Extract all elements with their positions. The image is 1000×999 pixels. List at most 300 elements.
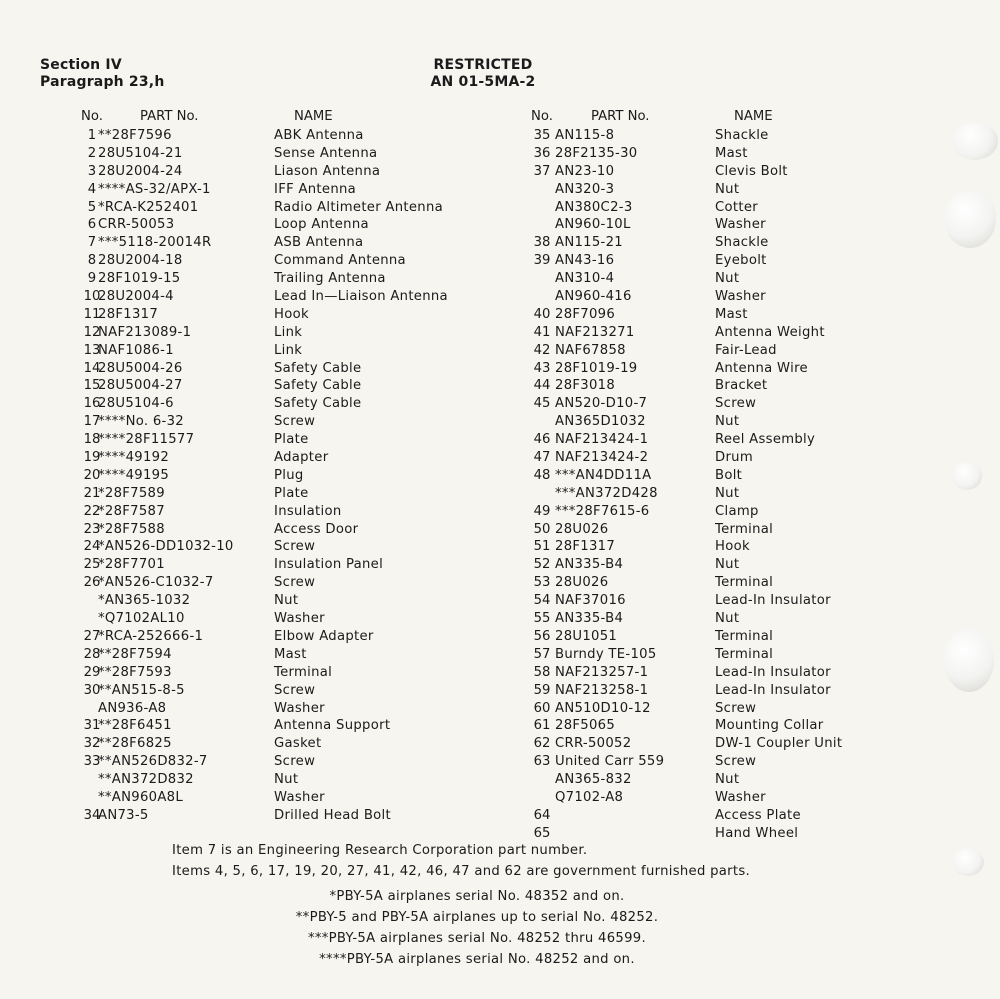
table-row (76, 396, 516, 414)
item-number: 33 (83, 754, 101, 770)
item-number: 53 (533, 575, 551, 591)
part-name: Washer (274, 700, 325, 716)
item-number: 17 (83, 414, 101, 430)
table-row (76, 414, 516, 432)
part-name: Bracket (715, 378, 768, 394)
part-name: Lead In—Liaison Antenna (274, 289, 448, 305)
part-number: 28U2004-24 (98, 163, 183, 179)
part-name: Safety Cable (274, 378, 362, 394)
item-number: 39 (533, 253, 551, 269)
item-number: 41 (533, 324, 551, 340)
column-header-no: No. (531, 109, 553, 124)
table-row (76, 468, 516, 486)
part-name: Hand Wheel (715, 825, 799, 841)
table-row (76, 235, 516, 253)
table-row (527, 736, 867, 754)
note-government-furnished: Items 4, 5, 6, 17, 19, 20, 27, 41, 42, 46, 47 and 62 are government furnished parts. (172, 864, 751, 879)
part-number: NAF213257-1 (555, 664, 649, 680)
part-name: Terminal (274, 664, 333, 680)
item-number: 7 (87, 235, 97, 251)
item-number: 10 (83, 289, 101, 305)
part-name: Nut (715, 271, 740, 287)
part-name: Drum (715, 450, 753, 466)
part-name: Trailing Antenna (274, 271, 386, 287)
table-row (527, 271, 867, 289)
item-number: 36 (533, 145, 551, 161)
item-number: 5 (87, 199, 97, 215)
table-row (76, 504, 516, 522)
section-label: Section IV (40, 57, 122, 73)
table-row (76, 522, 516, 540)
item-number: 40 (533, 306, 551, 322)
part-name: Screw (715, 700, 757, 716)
part-name: Screw (715, 754, 757, 770)
table-row (76, 772, 516, 790)
part-name: Clevis Bolt (715, 163, 788, 179)
part-name: Nut (715, 611, 740, 627)
part-number: AN365-832 (555, 772, 632, 788)
part-number: AN365D1032 (555, 414, 646, 430)
part-number: 28F1317 (555, 539, 616, 555)
table-row (76, 307, 516, 325)
part-name: Screw (274, 414, 316, 430)
item-number: 35 (533, 128, 551, 143)
table-row (527, 539, 867, 557)
binder-hole (952, 462, 982, 490)
part-name: Nut (274, 593, 299, 609)
table-row (527, 146, 867, 164)
part-name: Drilled Head Bolt (274, 807, 391, 823)
item-number: 64 (533, 807, 551, 823)
part-name: ASB Antenna (274, 235, 364, 251)
part-name: Sense Antenna (274, 145, 378, 161)
table-row (527, 754, 867, 772)
table-row (527, 808, 867, 826)
part-name: Reel Assembly (715, 432, 816, 448)
part-number: **AN960A8L (98, 789, 184, 805)
table-row (527, 772, 867, 790)
table-row (527, 396, 867, 414)
item-number: 37 (533, 163, 551, 179)
column-header-no: No. (81, 109, 103, 124)
table-row (527, 432, 867, 450)
item-number: 26 (83, 575, 101, 591)
part-number: ***AN372D428 (555, 485, 658, 501)
column-header-part: PART No. (140, 109, 199, 124)
item-number: 12 (83, 324, 101, 340)
part-name: Antenna Wire (715, 360, 808, 376)
part-name: Lead-In Insulator (715, 664, 831, 680)
table-row (76, 665, 516, 683)
item-number: 28 (83, 646, 101, 662)
item-number: 31 (83, 718, 101, 734)
part-number: ****49192 (98, 450, 170, 466)
part-name: Lead-In Insulator (715, 593, 831, 609)
document-number: AN 01-5MA-2 (430, 74, 536, 90)
item-number: 34 (83, 807, 101, 823)
table-row (76, 361, 516, 379)
item-number: 54 (533, 593, 551, 609)
part-name: Washer (274, 611, 325, 627)
table-row (527, 575, 867, 593)
binder-hole (952, 848, 984, 876)
item-number: 29 (83, 664, 101, 680)
part-number: CRR-50053 (98, 217, 175, 233)
part-number: CRR-50052 (555, 736, 632, 752)
item-number: 43 (533, 360, 551, 376)
item-number: 4 (87, 181, 97, 197)
part-name: Elbow Adapter (274, 628, 374, 644)
part-number: 28F1019-15 (98, 271, 181, 287)
part-name: Liason Antenna (274, 163, 381, 179)
binder-hole (944, 628, 994, 692)
table-row (76, 378, 516, 396)
part-number: **28F7596 (98, 128, 172, 143)
part-name: Nut (715, 181, 740, 197)
table-row (76, 450, 516, 468)
item-number: 61 (533, 718, 551, 734)
part-number: 28U2004-4 (98, 289, 174, 305)
legend-one-star: *PBY-5A airplanes serial No. 48352 and on. (329, 889, 625, 904)
item-number: 38 (533, 235, 551, 251)
item-number: 30 (83, 682, 101, 698)
part-number: NAF213424-2 (555, 450, 649, 466)
part-name: Terminal (715, 646, 774, 662)
table-row (76, 343, 516, 361)
table-row (527, 361, 867, 379)
table-row (527, 522, 867, 540)
item-number: 8 (87, 253, 97, 269)
part-name: Mast (274, 646, 307, 662)
part-name: Cotter (715, 199, 758, 215)
part-name: Command Antenna (274, 253, 406, 269)
item-number: 18 (83, 432, 101, 448)
table-row (527, 629, 867, 647)
part-number: AN335-B4 (555, 611, 624, 627)
part-number: AN936-A8 (98, 700, 167, 716)
table-row (76, 128, 516, 146)
item-number: 49 (533, 503, 551, 519)
part-name: Gasket (274, 736, 322, 752)
table-row (76, 790, 516, 808)
column-header-name: NAME (294, 109, 333, 124)
table-row (76, 217, 516, 235)
table-row (527, 468, 867, 486)
item-number: 23 (83, 521, 101, 537)
part-name: Washer (715, 217, 766, 233)
part-number: 28U5004-27 (98, 378, 183, 394)
part-number: *AN365-1032 (98, 593, 191, 609)
table-row (527, 164, 867, 182)
part-number: AN43-16 (555, 253, 615, 269)
part-number: 28U5004-26 (98, 360, 183, 376)
table-row (76, 647, 516, 665)
part-name: Link (274, 342, 303, 358)
table-row (76, 701, 516, 719)
part-name: Mounting Collar (715, 718, 824, 734)
part-number: *28F7701 (98, 557, 165, 573)
part-name: Shackle (715, 235, 769, 251)
table-row (527, 235, 867, 253)
item-number: 24 (83, 539, 101, 555)
parts-table-right (527, 109, 867, 844)
binder-hole (944, 190, 996, 248)
part-name: Terminal (715, 628, 774, 644)
part-number: ***28F7615-6 (555, 503, 650, 519)
part-name: Loop Antenna (274, 217, 369, 233)
table-row (527, 414, 867, 432)
part-number: **AN515-8-5 (98, 682, 185, 698)
part-name: Mast (715, 145, 748, 161)
item-number: 44 (533, 378, 551, 394)
part-number: NAF213271 (555, 324, 635, 340)
table-row (527, 325, 867, 343)
part-number: AN380C2-3 (555, 199, 633, 215)
part-name: Screw (274, 575, 316, 591)
part-number: NAF213089-1 (98, 324, 192, 340)
table-row (76, 808, 516, 826)
part-number: *RCA-K252401 (98, 199, 199, 215)
table-row (76, 253, 516, 271)
legend-two-star: **PBY-5 and PBY-5A airplanes up to serial No. 48252. (295, 910, 659, 925)
part-name: Washer (715, 789, 766, 805)
table-row (76, 557, 516, 575)
part-number: ****No. 6-32 (98, 414, 184, 430)
item-number: 22 (83, 503, 101, 519)
part-number: Burndy TE-105 (555, 646, 657, 662)
part-number: ****28F11577 (98, 432, 195, 448)
table-row (76, 486, 516, 504)
item-number: 21 (83, 485, 101, 501)
item-number: 51 (533, 539, 551, 555)
part-number: AN335-B4 (555, 557, 624, 573)
part-name: IFF Antenna (274, 181, 357, 197)
item-number: 16 (83, 396, 101, 412)
table-row (76, 182, 516, 200)
part-name: Antenna Weight (715, 324, 825, 340)
part-number: **AN526D832-7 (98, 754, 208, 770)
legend-three-star: ***PBY-5A airplanes serial No. 48252 thru 46599. (307, 931, 646, 946)
part-name: Plate (274, 432, 309, 448)
table-row (527, 289, 867, 307)
part-number: AN115-8 (555, 128, 615, 143)
item-number: 15 (83, 378, 101, 394)
table-row (76, 146, 516, 164)
part-number: 28U026 (555, 521, 609, 537)
part-name: Terminal (715, 521, 774, 537)
item-number: 20 (83, 467, 101, 483)
part-number: ***AN4DD11A (555, 467, 652, 483)
footnotes (172, 840, 750, 882)
table-row (527, 504, 867, 522)
part-number: United Carr 559 (555, 754, 665, 770)
part-number: AN115-21 (555, 235, 623, 251)
table-row (527, 486, 867, 504)
part-number: AN23-10 (555, 163, 615, 179)
part-name: Access Door (274, 521, 359, 537)
part-number: NAF37016 (555, 593, 626, 609)
table-row (76, 271, 516, 289)
item-number: 46 (533, 432, 551, 448)
part-name: Plug (274, 467, 304, 483)
item-number: 57 (533, 646, 551, 662)
parts-table-left (76, 109, 516, 826)
part-number: 28F3018 (555, 378, 616, 394)
item-number: 48 (533, 467, 551, 483)
part-number: NAF213258-1 (555, 682, 649, 698)
part-name: Screw (715, 396, 757, 412)
item-number: 11 (83, 306, 101, 322)
table-row (527, 701, 867, 719)
table-row (527, 611, 867, 629)
part-name: Nut (274, 772, 299, 788)
table-row (527, 665, 867, 683)
part-name: Nut (715, 485, 740, 501)
item-number: 27 (83, 628, 101, 644)
part-number: NAF213424-1 (555, 432, 649, 448)
part-name: Bolt (715, 467, 743, 483)
item-number: 42 (533, 342, 551, 358)
table-row (527, 253, 867, 271)
part-number: *28F7589 (98, 485, 165, 501)
item-number: 56 (533, 628, 551, 644)
part-name: Nut (715, 772, 740, 788)
parts-rows-right (527, 128, 867, 844)
part-name: Antenna Support (274, 718, 391, 734)
part-number: 28F2135-30 (555, 145, 638, 161)
table-row (527, 378, 867, 396)
part-number: AN520-D10-7 (555, 396, 648, 412)
part-name: Insulation Panel (274, 557, 384, 573)
item-number: 45 (533, 396, 551, 412)
part-number: AN960-10L (555, 217, 631, 233)
part-number: ****49195 (98, 467, 170, 483)
part-number: AN73-5 (98, 807, 149, 823)
table-row (527, 683, 867, 701)
table-row (527, 128, 867, 146)
table-row (527, 593, 867, 611)
item-number: 1 (87, 128, 97, 143)
part-number: 28F5065 (555, 718, 616, 734)
table-row (76, 629, 516, 647)
part-number: **28F6451 (98, 718, 172, 734)
part-number: AN320-3 (555, 181, 615, 197)
part-number: 28U5104-21 (98, 145, 183, 161)
part-name: Screw (274, 682, 316, 698)
binder-hole (952, 122, 998, 160)
part-name: Adapter (274, 450, 329, 466)
part-name: Nut (715, 557, 740, 573)
table-row (527, 790, 867, 808)
item-number: 32 (83, 736, 101, 752)
part-name: Lead-In Insulator (715, 682, 831, 698)
part-number: *RCA-252666-1 (98, 628, 204, 644)
item-number: 2 (87, 145, 97, 161)
table-row (527, 217, 867, 235)
part-name: Safety Cable (274, 396, 362, 412)
part-number: ****AS-32/APX-1 (98, 181, 211, 197)
asterisk-legend (262, 886, 692, 970)
part-name: Plate (274, 485, 309, 501)
classification-label: RESTRICTED (433, 57, 533, 73)
part-name: Access Plate (715, 807, 801, 823)
part-name: Washer (274, 789, 325, 805)
table-row (76, 593, 516, 611)
part-name: Hook (274, 306, 309, 322)
part-number: **28F7594 (98, 646, 172, 662)
part-number: 28U026 (555, 575, 609, 591)
column-header-part: PART No. (591, 109, 650, 124)
table-row (527, 450, 867, 468)
item-number: 62 (533, 736, 551, 752)
column-header-name: NAME (734, 109, 773, 124)
part-number: Q7102-A8 (555, 789, 624, 805)
table-row (76, 611, 516, 629)
item-number: 9 (87, 271, 97, 287)
item-number: 25 (83, 557, 101, 573)
part-name: DW-1 Coupler Unit (715, 736, 843, 752)
item-number: 19 (83, 450, 101, 466)
part-number: *AN526-DD1032-10 (98, 539, 234, 555)
item-number: 14 (83, 360, 101, 376)
part-name: Mast (715, 306, 748, 322)
part-number: *28F7588 (98, 521, 165, 537)
table-row (76, 325, 516, 343)
table-row (527, 307, 867, 325)
part-name: Eyebolt (715, 253, 767, 269)
part-number: 28U5104-6 (98, 396, 174, 412)
part-number: 28U1051 (555, 628, 618, 644)
item-number: 13 (83, 342, 101, 358)
table-row (76, 289, 516, 307)
part-name: Link (274, 324, 303, 340)
part-number: AN960-416 (555, 289, 632, 305)
note-item-7: Item 7 is an Engineering Research Corporation part number. (172, 843, 588, 858)
table-row (76, 736, 516, 754)
table-row (76, 754, 516, 772)
part-name: Fair-Lead (715, 342, 777, 358)
part-number: *Q7102AL10 (98, 611, 185, 627)
part-name: Radio Altimeter Antenna (274, 199, 443, 215)
table-row (76, 683, 516, 701)
item-number: 60 (533, 700, 551, 716)
item-number: 6 (87, 217, 97, 233)
part-number: AN310-4 (555, 271, 615, 287)
part-name: Screw (274, 754, 316, 770)
table-header (76, 109, 516, 128)
item-number: 55 (533, 611, 551, 627)
part-name: Insulation (274, 503, 342, 519)
part-number: ***5118-20014R (98, 235, 212, 251)
part-number: 28U2004-18 (98, 253, 183, 269)
part-name: Shackle (715, 128, 769, 143)
page-header-left (40, 57, 165, 91)
item-number: 3 (87, 163, 97, 179)
part-number: **28F7593 (98, 664, 172, 680)
item-number: 47 (533, 450, 551, 466)
item-number: 63 (533, 754, 551, 770)
table-row (527, 200, 867, 218)
part-number: *AN526-C1032-7 (98, 575, 214, 591)
paragraph-label: Paragraph 23,h (40, 74, 165, 90)
table-row (76, 200, 516, 218)
part-number: AN510D10-12 (555, 700, 651, 716)
part-name: Nut (715, 414, 740, 430)
table-row (76, 164, 516, 182)
table-row (527, 647, 867, 665)
part-number: 28F1019-19 (555, 360, 638, 376)
part-number: NAF67858 (555, 342, 626, 358)
